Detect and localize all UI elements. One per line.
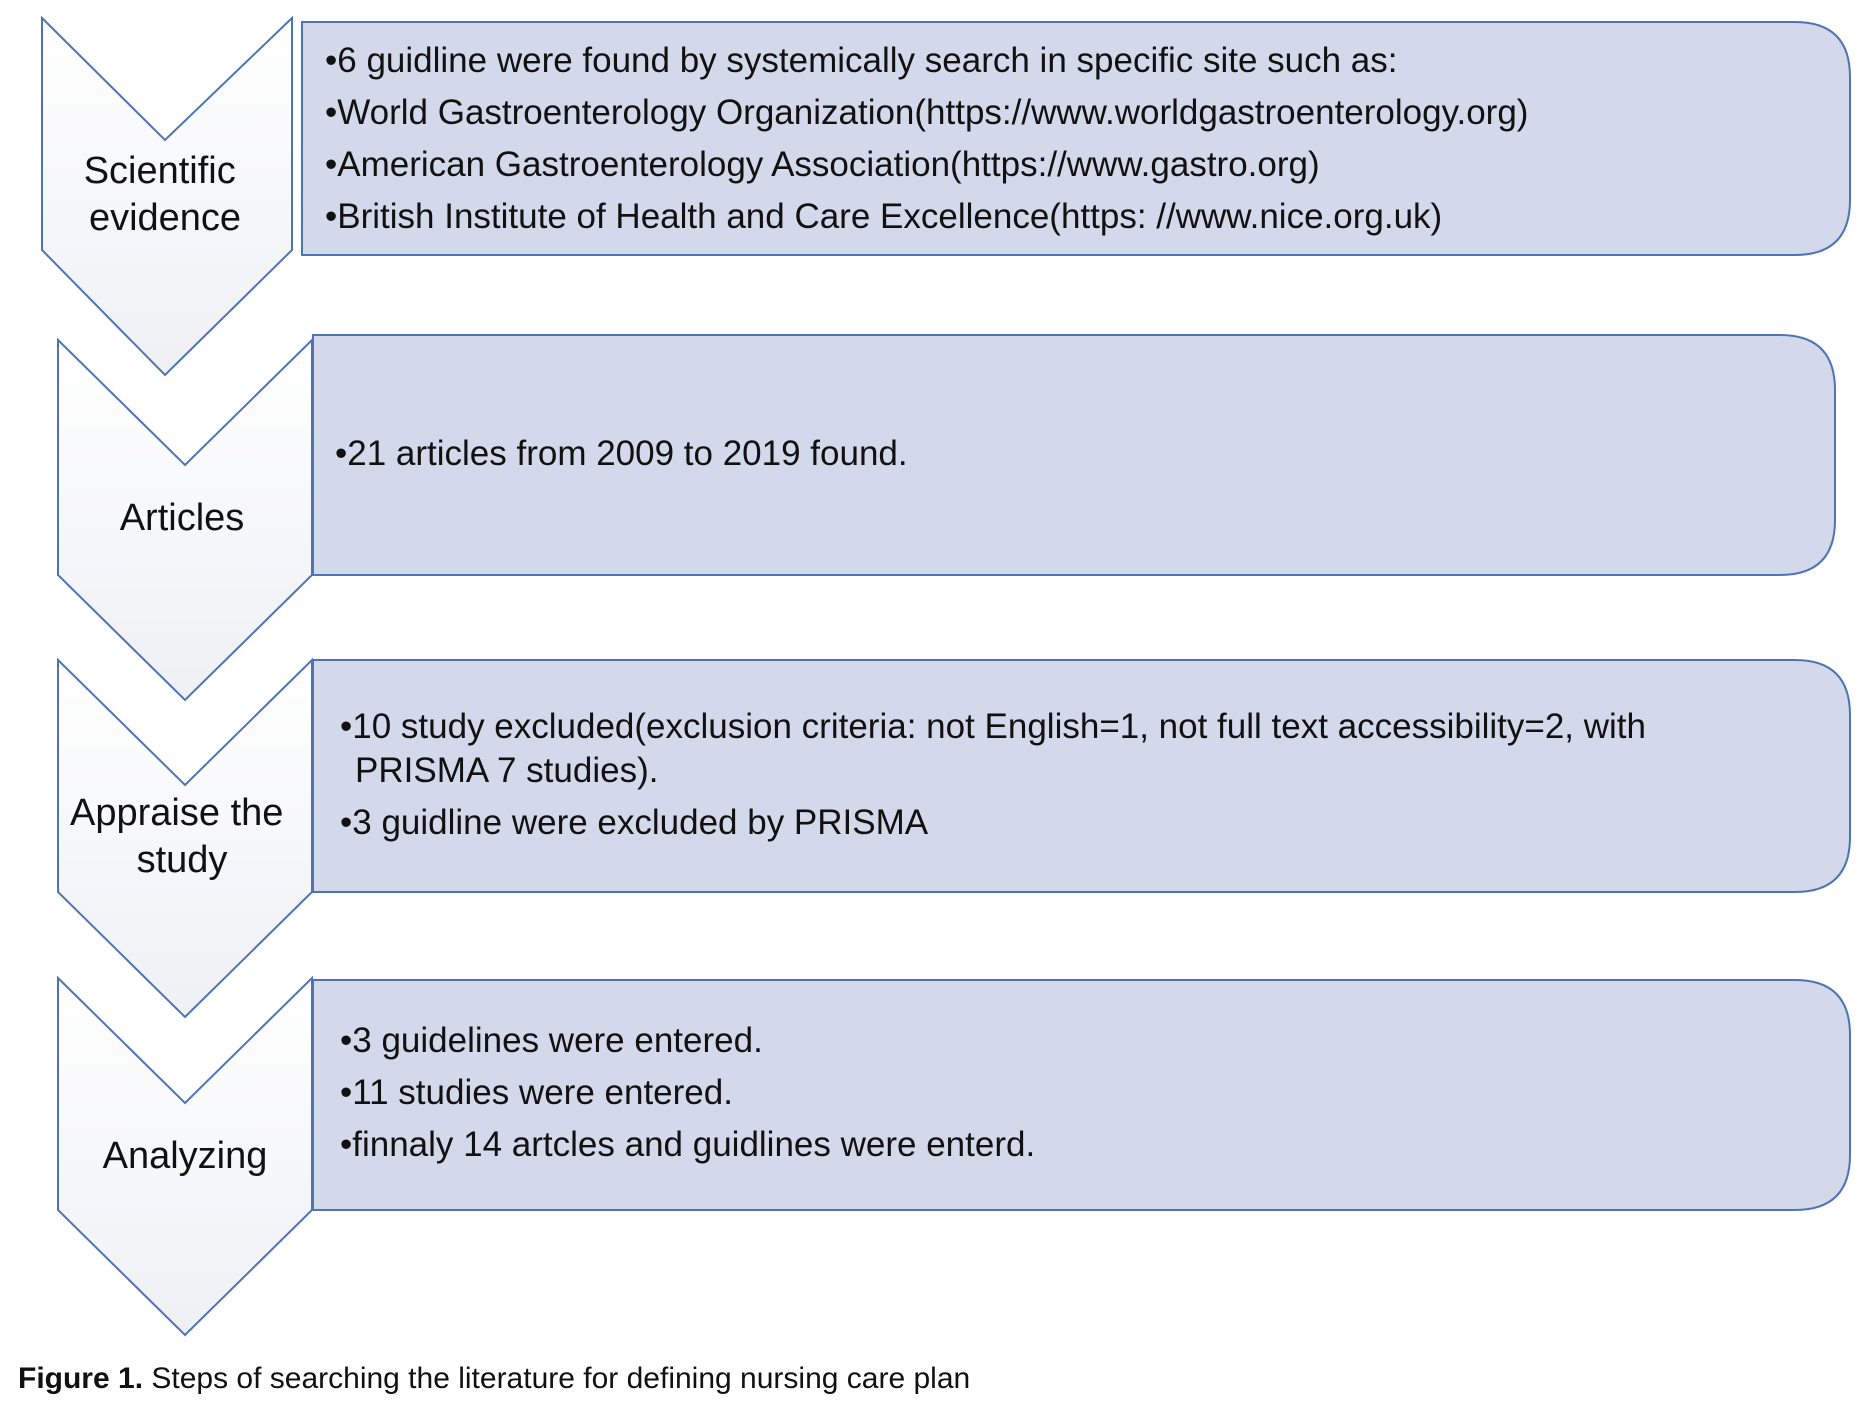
figure-caption-text: Steps of searching the literature for defining nursing care plan xyxy=(143,1362,971,1395)
step-articles-label xyxy=(120,497,245,539)
step-appraise-label-line: Appraise the xyxy=(70,792,284,834)
step-scientific-evidence-bullet: •6 guidline were found by systemically search in specific site such as: xyxy=(325,41,1398,80)
step-articles xyxy=(58,335,1835,700)
step-articles-label-line: Articles xyxy=(119,497,245,539)
step-articles-bullet: •21 articles from 2009 to 2019 found. xyxy=(335,434,908,473)
step-analyzing-label-line: Analyzing xyxy=(102,1135,268,1177)
figure-caption xyxy=(18,1362,970,1396)
step-analyzing-bullet: •finnaly 14 artcles and guidlines were enterd. xyxy=(340,1125,1036,1164)
step-analyzing-bullet: •11 studies were entered. xyxy=(340,1073,733,1112)
step-scientific-evidence-bullet: •World Gastroenterology Organization(https://www.worldgastroenterology.org) xyxy=(325,93,1529,132)
step-appraise-bullet: •10 study excluded(exclusion criteria: not English=1, not full text accessibility=2, with xyxy=(340,707,1646,746)
step-scientific-evidence xyxy=(42,18,1850,375)
step-analyzing-bullet: •3 guidelines were entered. xyxy=(340,1021,763,1060)
step-analyzing xyxy=(58,978,1850,1335)
step-appraise-bullet: PRISMA 7 studies). xyxy=(355,751,659,790)
step-scientific-evidence-bullet: •American Gastroenterology Association(https://www.gastro.org) xyxy=(325,145,1320,184)
figure-caption-label: Figure 1. xyxy=(18,1362,144,1395)
step-appraise xyxy=(58,660,1850,1017)
step-appraise-label-line: study xyxy=(136,839,228,881)
step-appraise-bullet: •3 guidline were excluded by PRISMA xyxy=(340,803,929,842)
step-scientific-evidence-bullet: •British Institute of Health and Care Excellence(https: //www.nice.org.uk) xyxy=(325,197,1443,236)
step-scientific-evidence-label-line: Scientific xyxy=(83,150,236,192)
step-scientific-evidence-label-line: evidence xyxy=(88,197,242,239)
step-analyzing-label xyxy=(103,1135,268,1177)
